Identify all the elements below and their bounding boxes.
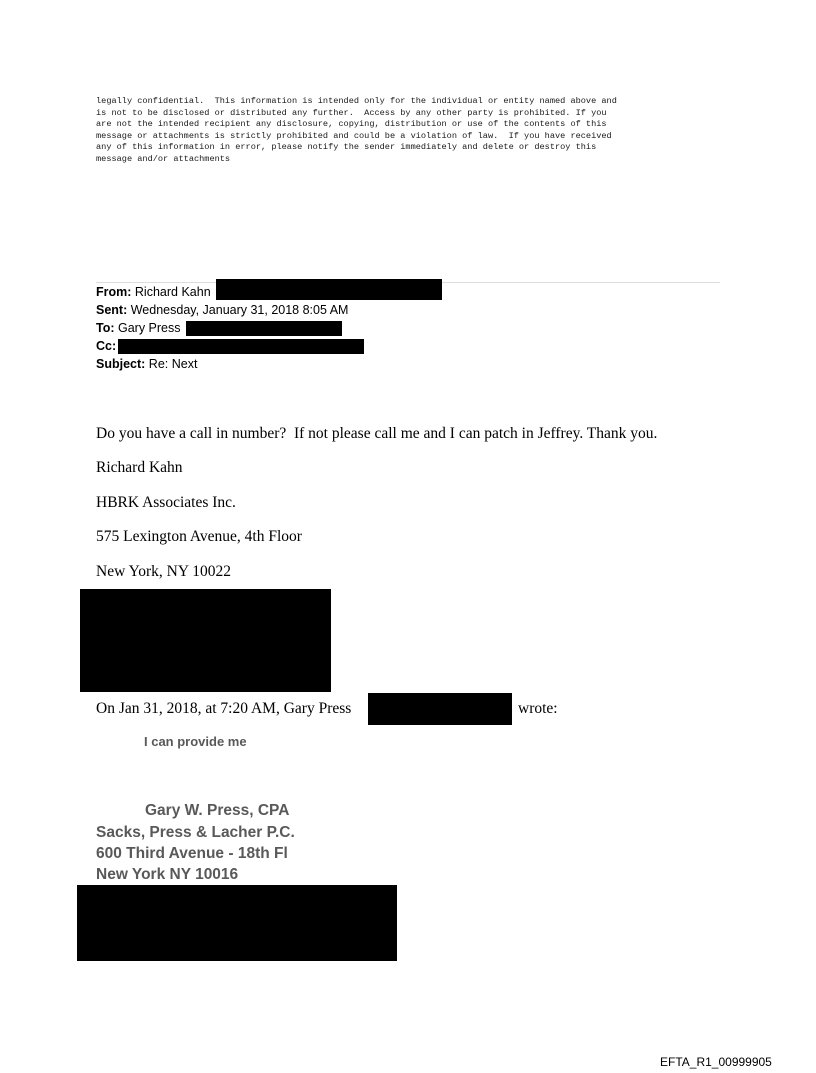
quoted-signature-city: New York NY 10016 [96,866,239,883]
quoted-signature-firm: Sacks, Press & Lacher P.C. [96,824,295,841]
disclaimer-line: is not to be disclosed or distributed any further. Access by any other party is prohibited. If you [96,107,607,118]
sent-label: Sent: [96,303,128,317]
signature-address: 575 Lexington Avenue, 4th Floor [96,528,302,545]
to-value: Gary Press [118,321,181,335]
disclaimer-line: any of this information in error, please notify the sender immediately and delete or destroy this [96,142,597,152]
redaction-quoted-email [368,693,512,725]
disclaimer-line: are not the intended recipient any disclosure, copying, distribution or use of the contents of this [96,119,607,129]
redaction-signature-block [80,589,331,692]
from-label: From: [96,285,132,299]
to-label: To: [96,321,115,335]
quoted-intro-prefix: On Jan 31, 2018, at 7:20 AM, Gary Press [96,700,352,717]
signature-city: New York, NY 10022 [96,563,232,580]
quoted-reply: I can provide me [144,734,247,749]
signature-name: Richard Kahn [96,459,183,476]
signature-company: HBRK Associates Inc. [96,494,236,511]
quoted-intro [96,700,351,718]
redaction-cc [118,339,364,354]
quoted-intro-suffix: wrote: [518,700,558,717]
sent-value: Wednesday, January 31, 2018 8:05 AM [130,303,349,317]
from-value: Richard Kahn [134,285,211,299]
redaction-to-email [186,321,342,336]
document-id: EFTA_R1_00999905 [660,1055,772,1069]
disclaimer-line: message or attachments is strictly prohibited and could be a violation of law. If you have received [96,130,612,141]
confidentiality-disclaimer [96,96,736,165]
cc-label: Cc: [96,339,117,353]
redaction-quoted-signature [77,885,397,961]
subject-label: Subject: [96,357,146,371]
redaction-from-email [216,279,442,300]
subject-value: Re: Next [148,357,198,371]
quoted-signature-address: 600 Third Avenue - 18th Fl [96,845,288,862]
message-body: Do you have a call in number? If not please call me and I can patch in Jeffrey. Thank you. [96,425,658,442]
quoted-signature-name: Gary W. Press, CPA [145,802,290,819]
subject-row [96,355,348,373]
disclaimer-line: legally confidential. This information is intended only for the individual or entity named above and [96,96,617,106]
disclaimer-line: message and/or attachments [96,153,231,164]
sent-row [96,301,348,319]
